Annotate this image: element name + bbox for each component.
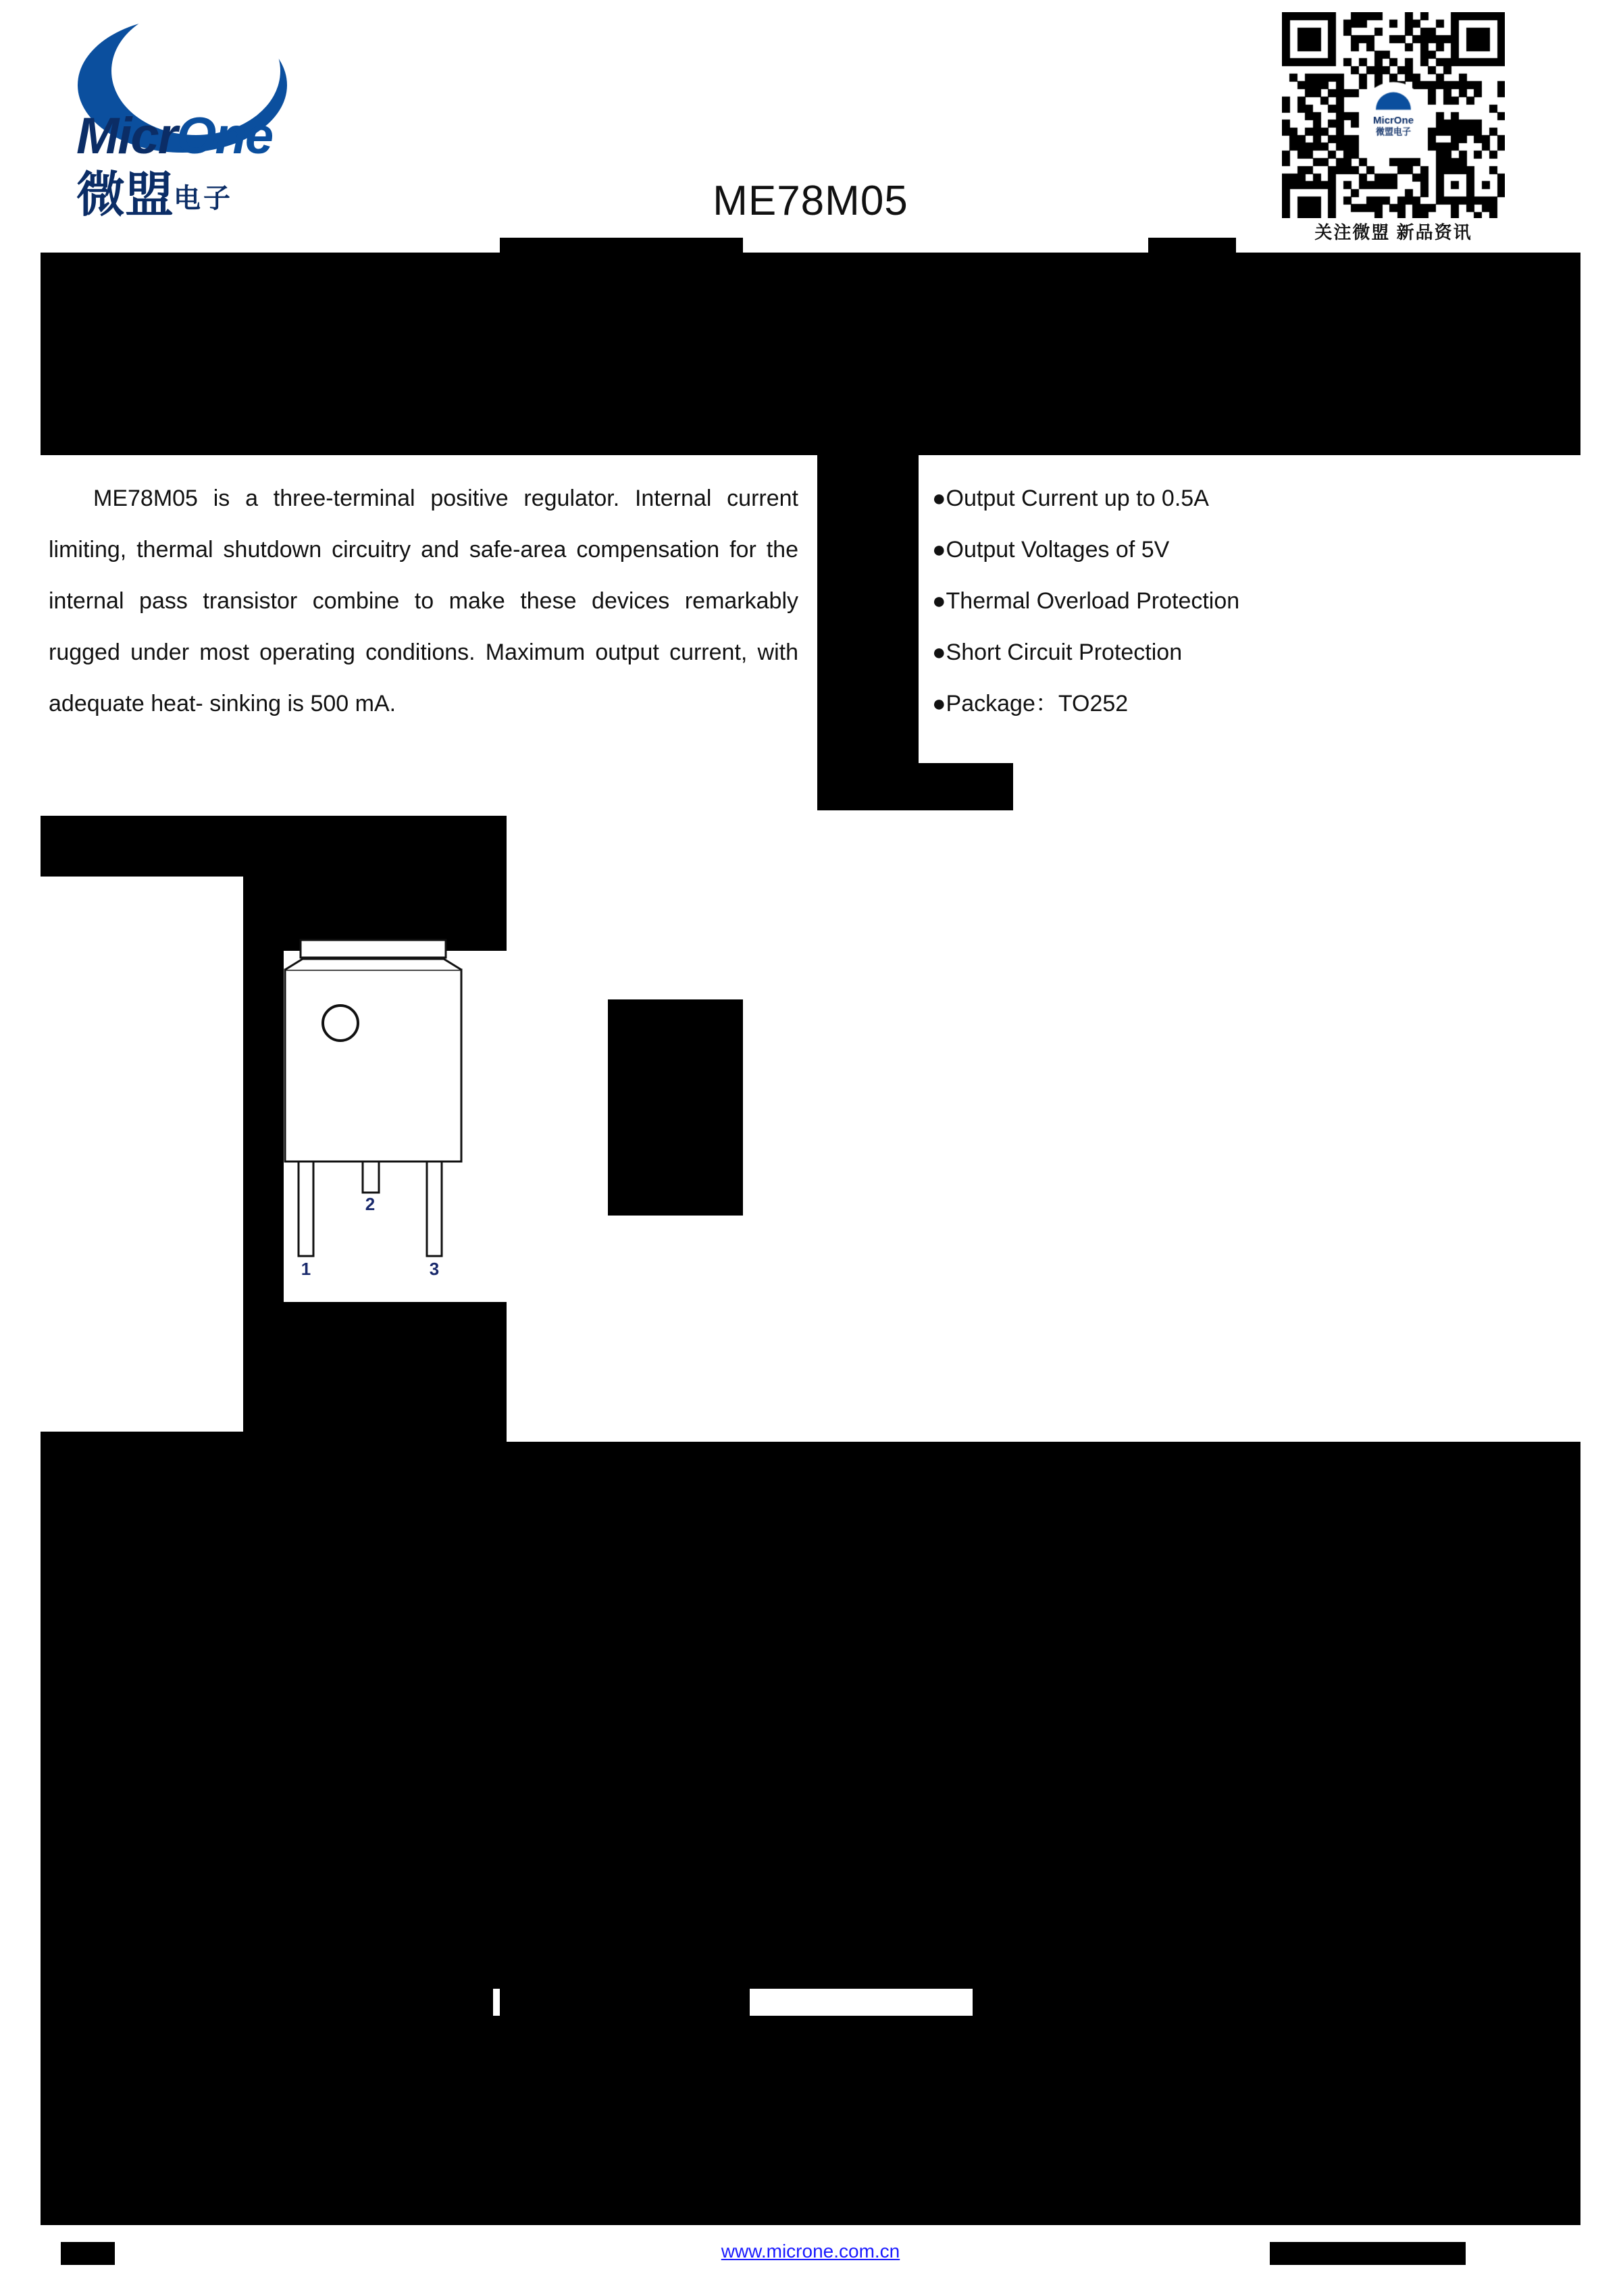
redaction-table-main <box>41 1442 1580 1989</box>
feature-item: ●Short Circuit Protection <box>932 640 1183 665</box>
logo-word-main: Micr <box>76 107 177 165</box>
footer-website-link[interactable]: www.microne.com.cn <box>721 2241 900 2262</box>
redaction-table-lower-midA <box>500 1989 750 2016</box>
pin-label-2: 2 <box>365 1194 376 1214</box>
page-title: ME78M05 <box>713 178 908 224</box>
redaction-header-band-mid <box>500 238 743 455</box>
features-list <box>932 473 1540 729</box>
redaction-left-stub <box>41 816 243 877</box>
redaction-mid-col <box>817 455 919 793</box>
redaction-table-right-col <box>1499 1989 1580 2225</box>
pin-label-1: 1 <box>301 1259 311 1279</box>
pin-label-3: 3 <box>429 1259 440 1279</box>
redaction-header-band-left <box>41 253 500 455</box>
qr-caption: 关注微盟 新品资讯 <box>1314 222 1472 242</box>
redaction-header-notch <box>1148 238 1236 255</box>
feature-item: ●Output Current up to 0.5A <box>932 486 1209 511</box>
redaction-header-band-right <box>743 253 1580 455</box>
logo-cn-sub: 电子 <box>174 184 234 213</box>
redaction-center-block <box>608 999 743 1216</box>
redaction-left-lower <box>243 1302 507 1444</box>
redaction-table-lower-midB <box>973 1989 1499 2016</box>
general-description-body: ME78M05 is a three-terminal positive regulator. Internal current limiting, thermal shutdown circuitry and safe-area compensation for the internal pass transistor combine to make these devices remarkably rugged under most operating conditions. Maximum output current, with adequate heat- sinking is 500 mA. <box>49 486 798 716</box>
general-description-text <box>49 473 798 729</box>
redaction-left-col <box>243 816 507 951</box>
package-outline-drawing <box>270 932 486 1290</box>
feature-item: ●Thermal Overload Protection <box>932 588 1240 614</box>
qr-code-icon <box>1282 12 1505 218</box>
redaction-table-lower-left <box>41 1989 493 2016</box>
logo-word-accent: One <box>176 107 273 165</box>
logo-cn-main: 微盟 <box>76 168 174 222</box>
qr-code-block <box>1282 12 1505 249</box>
feature-item: ●Output Voltages of 5V <box>932 537 1170 563</box>
redaction-table-footer <box>41 2016 1499 2225</box>
feature-item: ●Package：TO252 <box>932 691 1129 716</box>
redaction-mid-bar <box>817 763 1013 810</box>
